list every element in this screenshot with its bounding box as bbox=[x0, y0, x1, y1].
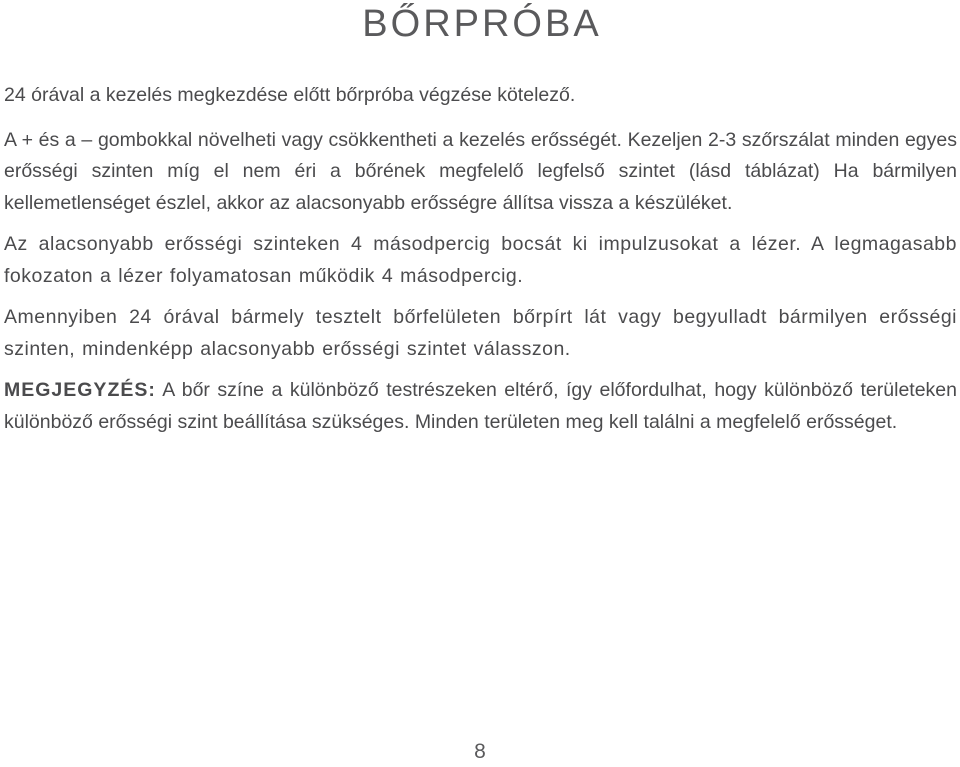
note-label: MEGJEGYZÉS: bbox=[4, 379, 156, 401]
paragraph-redness-warning: Amennyiben 24 órával bármely tesztelt bőrfelületen bőrpírt lát vagy begyulladt bármilyen erősségi szinten, mindenképp alacsonyabb erősségi szintet válasszon. bbox=[4, 306, 957, 360]
paragraph-intensity-adjustment: A + és a – gombokkal növelheti vagy csökkentheti a kezelés erősségét. Kezeljen 2-3 szőrszálat minden egyes erősségi szinten míg el nem éri a bőrének megfelelő legfelső szintet (lásd táblázat) Ha bármilyen kellemetlenséget észlel, akkor az alacsonyabb erősségre állítsa vissza a készüléket. bbox=[4, 128, 957, 214]
note-text: A bőr színe a különböző testrészeken eltérő, így előfordulhat, hogy különböző területeken különböző erősségi szint beállítása szükséges. Minden területen meg kell találni a megfelelő erősséget. bbox=[4, 379, 957, 433]
paragraph-note bbox=[4, 375, 957, 438]
page-number: 8 bbox=[474, 740, 486, 763]
page-title: BŐRPRÓBA bbox=[362, 3, 602, 45]
document-body bbox=[4, 80, 957, 448]
paragraph-skin-test-notice: 24 órával a kezelés megkezdése előtt bőrpróba végzése kötelező. bbox=[4, 84, 576, 106]
paragraph-pulse-duration: Az alacsonyabb erősségi szinteken 4 másodpercig bocsát ki impulzusokat a lézer. A legmagasabb fokozaton a lézer folyamatosan működik 4 másodpercig. bbox=[4, 233, 957, 287]
